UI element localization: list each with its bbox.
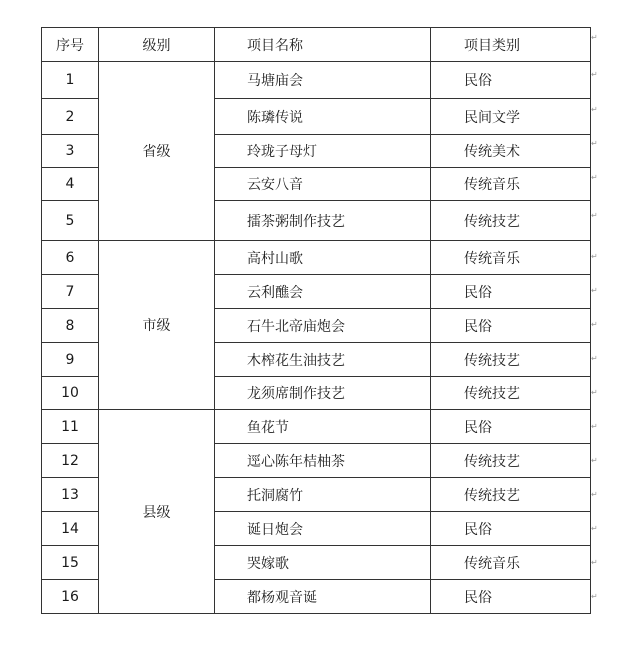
serial-number-cell: 14	[42, 512, 99, 546]
paragraph-mark: ↵	[591, 524, 598, 533]
serial-number-cell: 16	[42, 580, 99, 614]
serial-number-cell: 5	[42, 201, 99, 241]
paragraph-mark: ↵	[591, 320, 598, 329]
table-row	[42, 410, 591, 444]
item-category-cell: 民俗	[431, 512, 591, 546]
item-name-cell: 石牛北帝庙炮会	[215, 309, 431, 343]
serial-number-cell: 3	[42, 135, 99, 168]
item-category-cell: 传统技艺	[431, 343, 591, 377]
item-name-cell: 玲珑子母灯	[215, 135, 431, 168]
paragraph-mark: ↵	[591, 558, 598, 567]
paragraph-mark: ↵	[591, 33, 598, 42]
item-category-cell: 传统音乐	[431, 546, 591, 580]
item-name-cell: 诞日炮会	[215, 512, 431, 546]
serial-number-cell: 6	[42, 241, 99, 275]
item-category-cell: 民俗	[431, 309, 591, 343]
header-level: 级别	[99, 28, 215, 62]
item-name-cell: 都杨观音诞	[215, 580, 431, 614]
paragraph-mark: ↵	[591, 354, 598, 363]
item-name-cell: 托洞腐竹	[215, 478, 431, 512]
item-category-cell: 民俗	[431, 275, 591, 309]
item-name-cell: 擂茶粥制作技艺	[215, 201, 431, 241]
item-category-cell: 民俗	[431, 62, 591, 99]
header-item-name: 项目名称	[215, 28, 431, 62]
item-name-cell: 逕心陈年桔柚茶	[215, 444, 431, 478]
paragraph-mark: ↵	[591, 105, 598, 114]
serial-number-cell: 9	[42, 343, 99, 377]
item-name-cell: 陈璘传说	[215, 99, 431, 135]
header-serial-number: 序号	[42, 28, 99, 62]
paragraph-mark: ↵	[591, 139, 598, 148]
item-name-cell: 高村山歌	[215, 241, 431, 275]
item-category-cell: 传统音乐	[431, 241, 591, 275]
level-cell: 县级	[99, 410, 215, 614]
table-row	[42, 241, 591, 275]
serial-number-cell: 12	[42, 444, 99, 478]
paragraph-mark: ↵	[591, 422, 598, 431]
serial-number-cell: 11	[42, 410, 99, 444]
item-category-cell: 传统技艺	[431, 377, 591, 410]
item-name-cell: 马塘庙会	[215, 62, 431, 99]
item-category-cell: 传统音乐	[431, 168, 591, 201]
level-cell: 省级	[99, 62, 215, 241]
paragraph-mark: ↵	[591, 490, 598, 499]
serial-number-cell: 8	[42, 309, 99, 343]
serial-number-cell: 2	[42, 99, 99, 135]
item-name-cell: 鱼花节	[215, 410, 431, 444]
item-name-cell: 云安八音	[215, 168, 431, 201]
paragraph-mark: ↵	[591, 592, 598, 601]
paragraph-mark: ↵	[591, 211, 598, 220]
serial-number-cell: 13	[42, 478, 99, 512]
serial-number-cell: 15	[42, 546, 99, 580]
item-category-cell: 传统技艺	[431, 478, 591, 512]
item-category-cell: 民俗	[431, 580, 591, 614]
level-cell: 市级	[99, 241, 215, 410]
item-category-cell: 传统技艺	[431, 444, 591, 478]
header-item-category: 项目类别	[431, 28, 591, 62]
serial-number-cell: 1	[42, 62, 99, 99]
table-header-row	[42, 28, 591, 62]
table-row	[42, 62, 591, 99]
item-category-cell: 传统技艺	[431, 201, 591, 241]
item-name-cell: 哭嫁歌	[215, 546, 431, 580]
paragraph-mark: ↵	[591, 173, 598, 182]
serial-number-cell: 7	[42, 275, 99, 309]
serial-number-cell: 4	[42, 168, 99, 201]
item-category-cell: 传统美术	[431, 135, 591, 168]
item-name-cell: 木榨花生油技艺	[215, 343, 431, 377]
serial-number-cell: 10	[42, 377, 99, 410]
paragraph-mark: ↵	[591, 388, 598, 397]
paragraph-mark: ↵	[591, 252, 598, 261]
paragraph-mark: ↵	[591, 70, 598, 79]
heritage-items-table	[41, 27, 591, 614]
item-category-cell: 民俗	[431, 410, 591, 444]
item-name-cell: 云利醮会	[215, 275, 431, 309]
paragraph-mark: ↵	[591, 286, 598, 295]
item-category-cell: 民间文学	[431, 99, 591, 135]
item-name-cell: 龙须席制作技艺	[215, 377, 431, 410]
paragraph-mark: ↵	[591, 456, 598, 465]
